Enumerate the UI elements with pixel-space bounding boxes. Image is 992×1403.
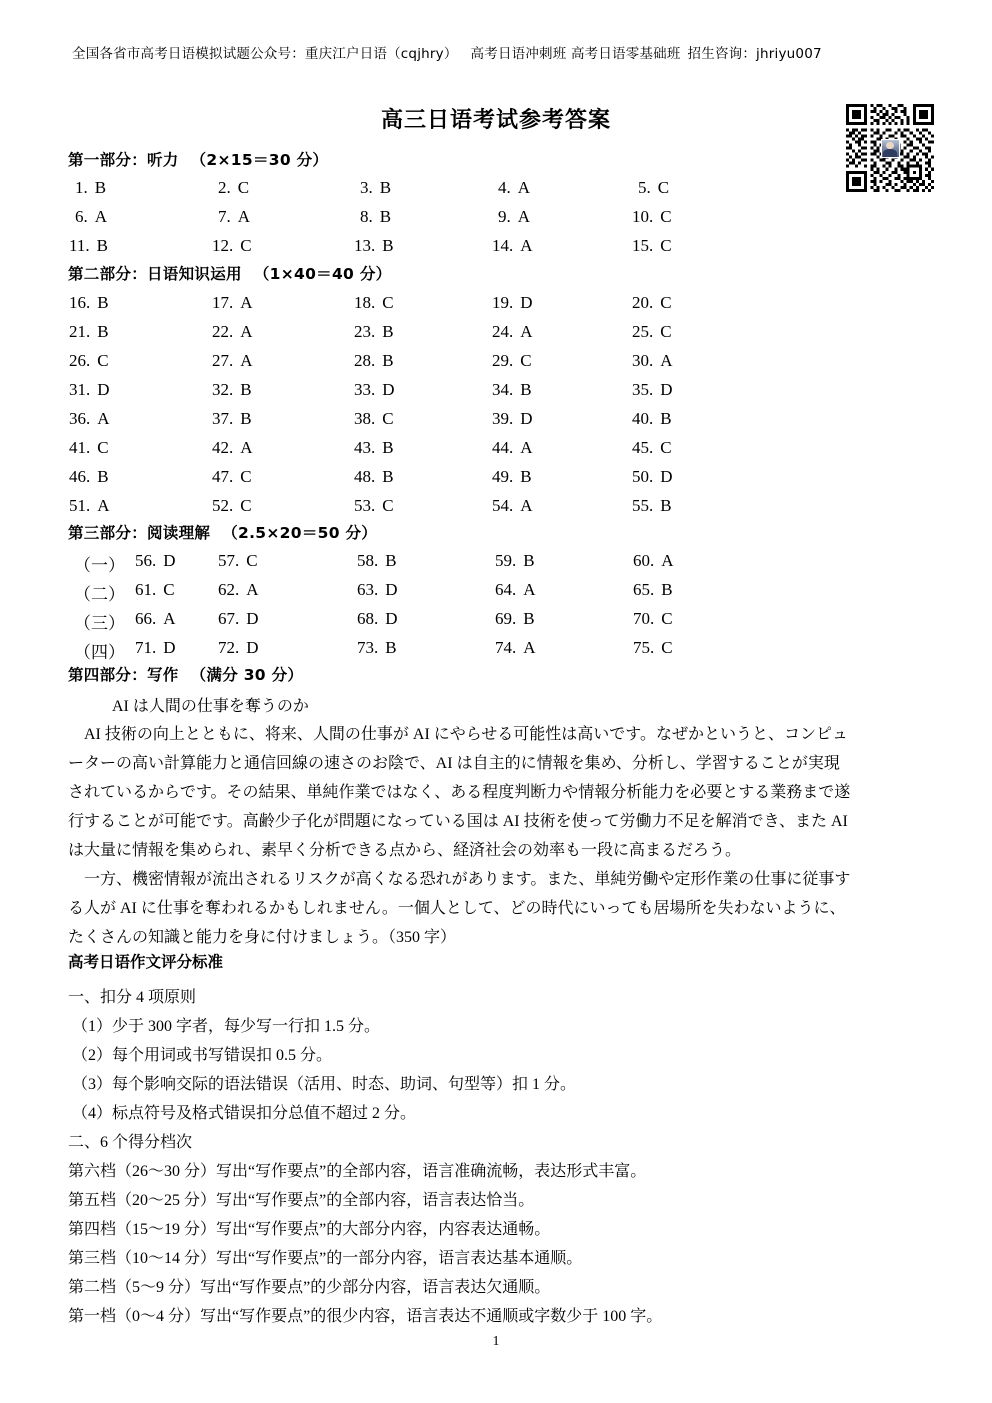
answer-item: 50. D: [632, 467, 673, 486]
answer-item: 28. B: [354, 351, 394, 370]
section-title-part2: 第二部分：日语知识运用: [68, 265, 242, 283]
answer-item: 20. C: [632, 293, 672, 312]
answer-item: 2. C: [218, 178, 250, 197]
reading-group-label: （三）: [74, 614, 125, 633]
criteria-heading: 高考日语作文评分标准: [68, 953, 224, 971]
answer-item: 41. C: [69, 438, 109, 457]
answer-row: [0, 293, 992, 322]
header-contact-text: 招生咨询：jhriyu007: [687, 46, 822, 62]
answer-item: 39. D: [492, 409, 533, 428]
answer-item: 40. B: [632, 409, 672, 428]
criteria-rule-item: （4）标点符号及格式错误扣分总值不超过 2 分。: [72, 1105, 417, 1122]
answer-item: 72. D: [218, 638, 259, 657]
answer-item: 16. B: [69, 293, 109, 312]
section-points-part2: （1×40＝40 分）: [253, 265, 392, 283]
reading-group-label: （一）: [74, 556, 125, 575]
answer-item: 8. B: [360, 207, 392, 226]
criteria-tier-item: 第二档（5～9 分）写出“写作要点”的少部分内容，语言表达欠通顺。: [68, 1279, 551, 1296]
answer-row: [0, 409, 992, 438]
answer-item: 45. C: [632, 438, 672, 457]
section-title-part3: 第三部分：阅读理解: [68, 524, 211, 542]
answer-item: 73. B: [357, 638, 397, 657]
answer-item: 31. D: [69, 380, 110, 399]
answer-row: [0, 609, 992, 638]
answer-item: 32. B: [212, 380, 252, 399]
answer-item: 65. B: [633, 580, 673, 599]
answer-item: 74. A: [495, 638, 536, 657]
answer-item: 62. A: [218, 580, 259, 599]
answer-item: 53. C: [354, 496, 394, 515]
answer-row: [0, 351, 992, 380]
answer-item: 26. C: [69, 351, 109, 370]
answer-item: 58. B: [357, 551, 397, 570]
answer-item: 66. A: [135, 609, 176, 628]
answer-item: 29. C: [492, 351, 532, 370]
answer-item: 47. C: [212, 467, 252, 486]
answer-row: [0, 467, 992, 496]
answer-item: 68. D: [357, 609, 398, 628]
answer-item: 24. A: [492, 322, 533, 341]
answer-item: 6. A: [75, 207, 108, 226]
answer-item: 15. C: [632, 236, 672, 255]
answer-item: 42. A: [212, 438, 253, 457]
essay-line: 行することが可能です。高齢少子化が問題になっている国は AI 技術を使って労働力不足を解消でき、また AI: [68, 813, 848, 830]
section-points-part4: （满分 30 分）: [190, 666, 304, 684]
criteria-tier-item: 第三档（10～14 分）写出“写作要点”的一部分内容，语言表达基本通顺。: [68, 1250, 583, 1267]
answer-row: [0, 380, 992, 409]
criteria-tier-item: 第一档（0～4 分）写出“写作要点”的很少内容，语言表达不通顺或字数少于 100 字。: [68, 1308, 663, 1325]
answer-item: 44. A: [492, 438, 533, 457]
answer-item: 5. C: [638, 178, 670, 197]
answer-item: 18. C: [354, 293, 394, 312]
answer-row: [0, 551, 992, 580]
answer-item: 69. B: [495, 609, 535, 628]
answer-item: 59. B: [495, 551, 535, 570]
essay-line: 一方、機密情報が流出されるリスクが高くなる恐れがあります。また、単純労働や定形作業の仕事に従事す: [68, 871, 851, 888]
answer-item: 13. B: [354, 236, 394, 255]
section-points-part1: （2×15＝30 分）: [190, 151, 329, 169]
answer-item: 19. D: [492, 293, 533, 312]
essay-line: たくさんの知識と能力を身に付けましょう。（350 字）: [68, 929, 457, 946]
answer-item: 61. C: [135, 580, 175, 599]
criteria-rule-item: （2）每个用词或书写错误扣 0.5 分。: [72, 1047, 333, 1064]
answer-item: 60. A: [633, 551, 674, 570]
answer-item: 22. A: [212, 322, 253, 341]
essay-line: は大量に情報を集められ、素早く分析できる点から、経済社会の効率も一段に高まるだろう。: [68, 842, 741, 859]
answer-item: 46. B: [69, 467, 109, 486]
answer-row: [0, 580, 992, 609]
answer-item: 57. C: [218, 551, 258, 570]
answer-item: 7. A: [218, 207, 251, 226]
criteria-rule-item: （3）每个影响交际的语法错误（活用、时态、助词、句型等）扣 1 分。: [72, 1076, 577, 1093]
answer-item: 14. A: [492, 236, 533, 255]
answer-item: 33. D: [354, 380, 395, 399]
answer-item: 52. C: [212, 496, 252, 515]
answer-item: 35. D: [632, 380, 673, 399]
page-number: 1: [492, 1334, 500, 1349]
answer-item: 11. B: [69, 236, 108, 255]
section-points-part3: （2.5×20＝50 分）: [222, 524, 378, 542]
answer-row: [0, 438, 992, 467]
section-heading-part3: [68, 521, 377, 543]
criteria-rule-item: （1）少于 300 字者，每少写一行扣 1.5 分。: [72, 1018, 381, 1035]
answer-item: 30. A: [632, 351, 673, 370]
answer-item: 4. A: [498, 178, 531, 197]
reading-group-label: （四）: [74, 643, 125, 662]
answer-item: 64. A: [495, 580, 536, 599]
answer-item: 9. A: [498, 207, 531, 226]
criteria-tier-item: 第四档（15～19 分）写出“写作要点”的大部分内容，内容表达通畅。: [68, 1221, 551, 1238]
answer-item: 34. B: [492, 380, 532, 399]
header-course-text: 高考日语冲刺班 高考日语零基础班: [470, 46, 681, 62]
criteria-tier-item: 第五档（20～25 分）写出“写作要点”的全部内容，语言表达恰当。: [68, 1192, 535, 1209]
answer-item: 63. D: [357, 580, 398, 599]
answer-item: 55. B: [632, 496, 672, 515]
essay-line: AI 技術の向上とともに、将来、人間の仕事が AI にやらせる可能性は高いです。なぜかというと、コンピュ: [68, 726, 849, 743]
answer-item: 38. C: [354, 409, 394, 428]
answer-item: 23. B: [354, 322, 394, 341]
answer-item: 36. A: [69, 409, 110, 428]
answer-row: [0, 236, 992, 265]
header-public-account-text: 全国各省市高考日语模拟试题公众号：重庆江户日语（cqjhry）: [72, 46, 458, 62]
section-heading-part1: [68, 148, 328, 170]
answer-item: 12. C: [212, 236, 252, 255]
answer-item: 67. D: [218, 609, 259, 628]
essay-line: る人が AI に仕事を奪われるかもしれません。一個人として、どの時代にいっても居場所を失わないように、: [68, 900, 846, 917]
qr-center-avatar: [881, 139, 900, 158]
answer-item: 51. A: [69, 496, 110, 515]
answer-item: 21. B: [69, 322, 109, 341]
answer-item: 37. B: [212, 409, 252, 428]
essay-line: ーターの高い計算能力と通信回線の速さのお陰で、AI は自主的に情報を集め、分析し、学習することが実現: [68, 755, 840, 772]
essay-line: されているからです。その結果、単純作業ではなく、ある程度判断力や情報分析能力を必要とする業務まで遂: [68, 784, 851, 801]
answer-item: 49. B: [492, 467, 532, 486]
answer-row: [0, 322, 992, 351]
answer-item: 27. A: [212, 351, 253, 370]
criteria-tier-item: 第六档（26～30 分）写出“写作要点”的全部内容，语言准确流畅，表达形式丰富。: [68, 1163, 647, 1180]
answer-item: 56. D: [135, 551, 176, 570]
answer-item: 10. C: [632, 207, 672, 226]
criteria-tier-heading: 二、6 个得分档次: [68, 1134, 193, 1151]
section-heading-part2: [68, 262, 391, 284]
answer-item: 71. D: [135, 638, 176, 657]
page-title: 高三日语考试参考答案: [380, 108, 611, 133]
reading-group-label: （二）: [74, 585, 125, 604]
running-header: [72, 46, 932, 62]
section-title-part1: 第一部分：听力: [68, 151, 179, 169]
criteria-rule-heading: 一、扣分 4 项原则: [68, 989, 197, 1006]
answer-item: 17. A: [212, 293, 253, 312]
answer-item: 43. B: [354, 438, 394, 457]
section-heading-part4: [68, 663, 303, 685]
essay-title: AI は人間の仕事を奪うのか: [112, 698, 309, 715]
answer-item: 70. C: [633, 609, 673, 628]
answer-item: 1. B: [75, 178, 107, 197]
section-title-part4: 第四部分：写作: [68, 666, 179, 684]
answer-item: 48. B: [354, 467, 394, 486]
answer-item: 54. A: [492, 496, 533, 515]
answer-item: 25. C: [632, 322, 672, 341]
answer-item: 75. C: [633, 638, 673, 657]
answer-row: [0, 178, 992, 207]
answer-row: [0, 207, 992, 236]
answer-item: 3. B: [360, 178, 392, 197]
